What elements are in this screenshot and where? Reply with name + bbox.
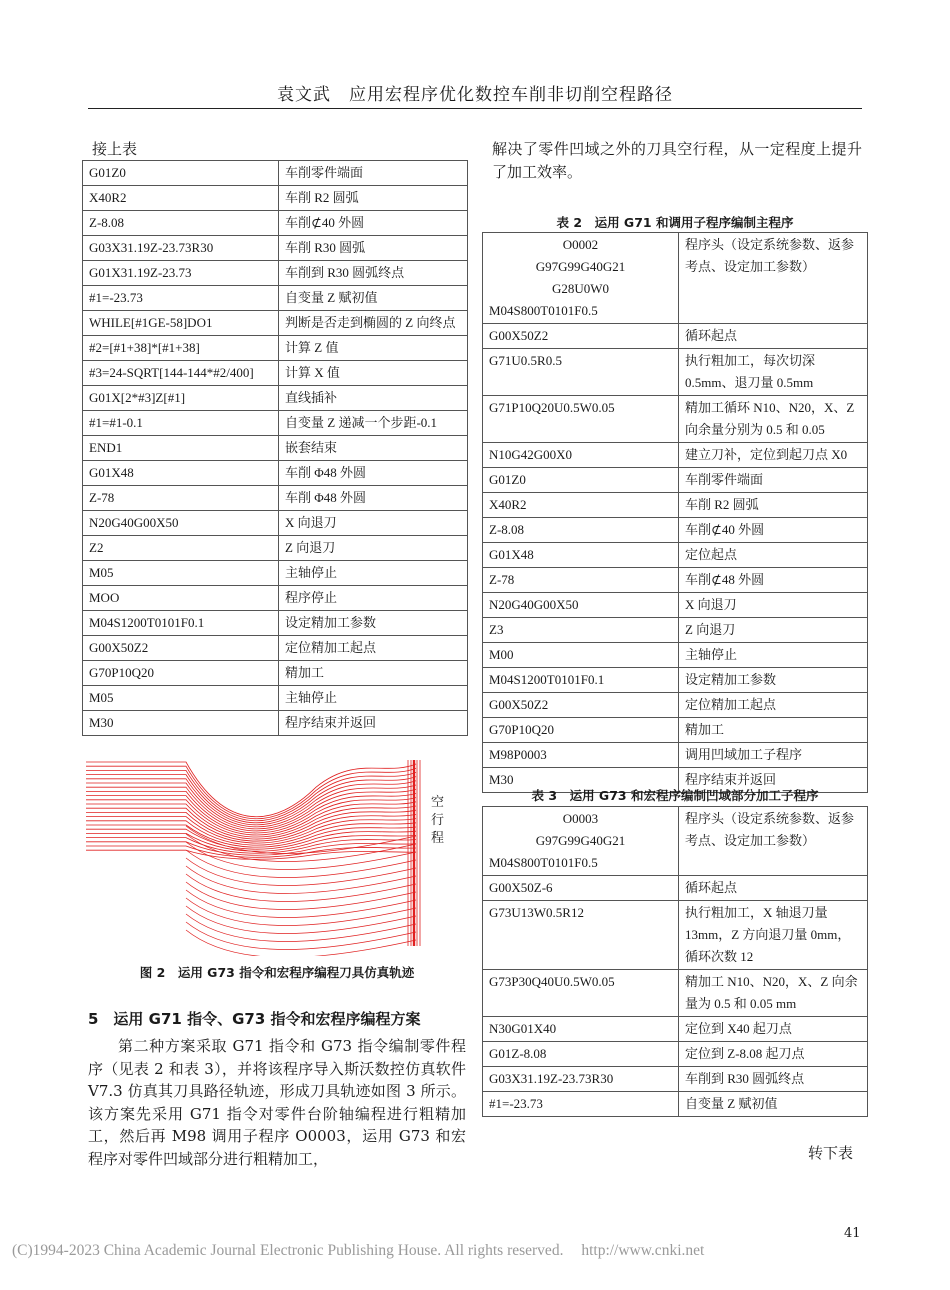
table-row	[483, 668, 868, 693]
table-row	[483, 643, 868, 668]
code-cell: N30G01X40	[483, 1017, 679, 1042]
description-cell: 主轴停止	[679, 643, 868, 668]
description-cell: 精加工循环 N10、N20，X、Z 向余量分别为 0.5 和 0.05	[679, 396, 868, 443]
code-cell: M30	[483, 768, 679, 793]
description-cell: 自变量 Z 赋初值	[279, 286, 468, 311]
header-code-line: G97G99G40G21	[535, 259, 626, 274]
table-row	[483, 568, 868, 593]
continued-bottom-label: 转下表	[808, 1144, 854, 1162]
table-row	[83, 511, 468, 536]
table-row	[483, 1017, 868, 1042]
code-cell: G01Z0	[483, 468, 679, 493]
description-cell: X 向退刀	[679, 593, 868, 618]
description-cell: 定位到 X40 起刀点	[679, 1017, 868, 1042]
description-cell: 车削⊄40 外圆	[279, 211, 468, 236]
code-cell: G00X50Z2	[483, 693, 679, 718]
code-cell: G01X48	[83, 461, 279, 486]
header-code-line: O0003	[562, 811, 599, 826]
table-row	[83, 261, 468, 286]
description-cell: 定位到 Z-8.08 起刀点	[679, 1042, 868, 1067]
table-row	[83, 186, 468, 211]
code-cell: G01Z0	[83, 161, 279, 186]
table-row	[83, 586, 468, 611]
code-cell: WHILE[#1GE-58]DO1	[83, 311, 279, 336]
footer-url: http://www.cnki.net	[581, 1242, 705, 1259]
table-row	[83, 286, 468, 311]
toolpath-line	[86, 779, 416, 825]
table-row	[483, 443, 868, 468]
table-1-continued	[82, 160, 468, 736]
description-cell: 定位精加工起点	[679, 693, 868, 718]
description-cell: X 向退刀	[279, 511, 468, 536]
toolpath-line	[86, 766, 416, 819]
table-row	[483, 1067, 868, 1092]
header-code-line: G97G99G40G21	[535, 833, 626, 848]
description-cell: 定位起点	[679, 543, 868, 568]
table-row	[83, 436, 468, 461]
header-code-line: M04S800T0101F0.5	[489, 303, 598, 318]
description-cell: 主轴停止	[279, 686, 468, 711]
code-cell: G00X50Z2	[83, 636, 279, 661]
table-2	[482, 232, 868, 793]
toolpath-curve	[186, 890, 416, 918]
description-cell: 执行粗加工，X 轴退刀量 13mm，Z 方向退刀量 0mm，循环次数 12	[679, 901, 868, 970]
program-header-row	[483, 807, 868, 876]
description-cell: 循环起点	[679, 876, 868, 901]
program-header-code	[483, 233, 679, 324]
table-row	[483, 349, 868, 396]
description-cell: 定位精加工起点	[279, 636, 468, 661]
code-cell: M00	[483, 643, 679, 668]
table-3-caption: 表 3 运用 G73 和宏程序编制凹域部分加工子程序	[531, 788, 819, 803]
code-cell: G73U13W0.5R12	[483, 901, 679, 970]
section-paragraph: 第二种方案采取 G71 指令和 G73 指令编制零件程序（见表 2 和表 3），并将该程序导入斯沃数控仿真软件 V7.3 仿真其刀具路径轨迹，形成刀具轨迹如图 3 所示。该方案先采用 G71 指令对零件台阶轴编程进行粗精加工，然后再 M98 调用子程序 O0003，运用 G73 和宏程序对零件凹域部分进行粗精加工，	[88, 1037, 466, 1168]
description-cell: 车削 Φ48 外圆	[279, 486, 468, 511]
description-cell: 计算 X 值	[279, 361, 468, 386]
description-cell: 自变量 Z 递减一个步距-0.1	[279, 411, 468, 436]
table-row	[83, 486, 468, 511]
header-code-line: G28U0W0	[551, 281, 610, 296]
toolpath-curve	[186, 882, 416, 910]
code-cell: Z3	[483, 618, 679, 643]
program-header-row	[483, 233, 868, 324]
description-cell: 程序停止	[279, 586, 468, 611]
table-row	[83, 461, 468, 486]
code-cell: G01X31.19Z-23.73	[83, 261, 279, 286]
code-cell: G71P10Q20U0.5W0.05	[483, 396, 679, 443]
code-cell: G03X31.19Z-23.73R30	[483, 1067, 679, 1092]
description-cell: 车削 R2 圆弧	[679, 493, 868, 518]
code-cell: G71U0.5R0.5	[483, 349, 679, 396]
table-row	[83, 611, 468, 636]
code-cell: G00X50Z2	[483, 324, 679, 349]
toolpath-curve	[186, 858, 416, 886]
figure-label-char: 行	[431, 813, 445, 828]
header-code-line: O0002	[562, 237, 599, 252]
code-cell: MOO	[83, 586, 279, 611]
table-row	[83, 161, 468, 186]
code-cell: #2=[#1+38]*[#1+38]	[83, 336, 279, 361]
code-cell: Z2	[83, 536, 279, 561]
code-cell: G01X48	[483, 543, 679, 568]
description-cell: 程序结束并返回	[279, 711, 468, 736]
description-cell: 循环起点	[679, 324, 868, 349]
description-cell: 车削 R2 圆弧	[279, 186, 468, 211]
table-row	[483, 1092, 868, 1117]
description-cell: 判断是否走到椭圆的 Z 向终点	[279, 311, 468, 336]
table-row	[483, 743, 868, 768]
table-row	[83, 236, 468, 261]
table-row	[83, 636, 468, 661]
code-cell: #1=-23.73	[483, 1092, 679, 1117]
table-row	[483, 493, 868, 518]
table-row	[483, 718, 868, 743]
code-cell: M05	[83, 561, 279, 586]
toolpath-curve	[186, 930, 416, 956]
code-cell: G00X50Z-6	[483, 876, 679, 901]
figure-label-char: 空	[431, 795, 445, 810]
continued-label: 接上表	[92, 140, 138, 158]
code-cell: M04S1200T0101F0.1	[83, 611, 279, 636]
table-row	[83, 536, 468, 561]
program-header-description: 程序头（设定系统参数、返参考点、设定加工参数）	[679, 807, 868, 876]
code-cell: Z-78	[83, 486, 279, 511]
program-header-code	[483, 807, 679, 876]
code-cell: N10G42G00X0	[483, 443, 679, 468]
table-row	[483, 468, 868, 493]
code-cell: M98P0003	[483, 743, 679, 768]
code-cell: G03X31.19Z-23.73R30	[83, 236, 279, 261]
description-cell: 主轴停止	[279, 561, 468, 586]
code-cell: G73P30Q40U0.5W0.05	[483, 970, 679, 1017]
code-cell: Z-8.08	[83, 211, 279, 236]
table-row	[83, 361, 468, 386]
toolpath-line	[86, 833, 416, 851]
toolpath-line	[86, 800, 416, 835]
code-cell: M30	[83, 711, 279, 736]
description-cell: 直线插补	[279, 386, 468, 411]
code-cell: N20G40G00X50	[483, 593, 679, 618]
toolpath-curve	[186, 922, 416, 950]
table-row	[483, 396, 868, 443]
code-cell: #1=#1-0.1	[83, 411, 279, 436]
code-cell: G70P10Q20	[83, 661, 279, 686]
toolpath-simulation-figure	[86, 756, 466, 956]
table-row	[483, 970, 868, 1017]
description-cell: 车削到 R30 圆弧终点	[679, 1067, 868, 1092]
copyright-text: (C)1994-2023 China Academic Journal Electronic Publishing House. All rights reserved.	[12, 1242, 564, 1259]
table-3	[482, 806, 868, 1117]
table-row	[483, 876, 868, 901]
running-header: 袁文武 应用宏程序优化数控车削非切削空程路径	[277, 85, 673, 105]
description-cell: 设定精加工参数	[679, 668, 868, 693]
table-row	[483, 693, 868, 718]
code-cell: G70P10Q20	[483, 718, 679, 743]
description-cell: 执行粗加工，每次切深 0.5mm、退刀量 0.5mm	[679, 349, 868, 396]
table-row	[83, 311, 468, 336]
code-cell: #3=24-SQRT[144-144*#2/400]	[83, 361, 279, 386]
right-column-paragraph: 解决了零件凹域之外的刀具空行程，从一定程度上提升了加工效率。	[492, 140, 862, 181]
toolpath-curve	[186, 866, 416, 894]
description-cell: 车削零件端面	[679, 468, 868, 493]
figure-caption: 图 2 运用 G73 指令和宏程序编程刀具仿真轨迹	[139, 965, 415, 980]
code-cell: N20G40G00X50	[83, 511, 279, 536]
header-code-line: M04S800T0101F0.5	[489, 855, 598, 870]
description-cell: Z 向退刀	[279, 536, 468, 561]
description-cell: 车削到 R30 圆弧终点	[279, 261, 468, 286]
figure-label-char: 程	[431, 831, 445, 846]
description-cell: 车削零件端面	[279, 161, 468, 186]
description-cell: 自变量 Z 赋初值	[679, 1092, 868, 1117]
code-cell: G01X[2*#3]Z[#1]	[83, 386, 279, 411]
description-cell: 精加工	[279, 661, 468, 686]
description-cell: 精加工	[679, 718, 868, 743]
description-cell: 车削⊄48 外圆	[679, 568, 868, 593]
table-row	[83, 411, 468, 436]
section-title: 5 运用 G71 指令、G73 指令和宏程序编程方案	[88, 1010, 421, 1028]
header-rule	[88, 108, 862, 109]
table-row	[483, 543, 868, 568]
toolpath-curve	[186, 914, 416, 942]
page-number: 41	[844, 1226, 861, 1241]
table-row	[83, 686, 468, 711]
table-row	[83, 561, 468, 586]
toolpath-curve	[186, 898, 416, 926]
table-row	[483, 618, 868, 643]
description-cell: 车削 Φ48 外圆	[279, 461, 468, 486]
code-cell: X40R2	[483, 493, 679, 518]
description-cell: 嵌套结束	[279, 436, 468, 461]
code-cell: Z-78	[483, 568, 679, 593]
table-row	[83, 336, 468, 361]
table-row	[83, 661, 468, 686]
table-row	[83, 211, 468, 236]
description-cell: 计算 Z 值	[279, 336, 468, 361]
description-cell: 设定精加工参数	[279, 611, 468, 636]
table-row	[483, 518, 868, 543]
code-cell: #1=-23.73	[83, 286, 279, 311]
code-cell: M04S1200T0101F0.1	[483, 668, 679, 693]
description-cell: Z 向退刀	[679, 618, 868, 643]
description-cell: 车削 R30 圆弧	[279, 236, 468, 261]
table-row	[483, 901, 868, 970]
code-cell: Z-8.08	[483, 518, 679, 543]
toolpath-curve	[186, 906, 416, 934]
table-2-caption: 表 2 运用 G71 和调用子程序编制主程序	[556, 215, 794, 230]
table-row	[483, 593, 868, 618]
description-cell: 建立刀补，定位到起刀点 X0	[679, 443, 868, 468]
toolpath-curve	[186, 874, 416, 902]
code-cell: M05	[83, 686, 279, 711]
copyright-footer	[12, 1242, 938, 1260]
description-cell: 精加工 N10、N20，X、Z 向余量为 0.5 和 0.05 mm	[679, 970, 868, 1017]
table-row	[83, 386, 468, 411]
table-row	[483, 1042, 868, 1067]
code-cell: G01Z-8.08	[483, 1042, 679, 1067]
description-cell: 调用凹域加工子程序	[679, 743, 868, 768]
table-row	[83, 711, 468, 736]
code-cell: END1	[83, 436, 279, 461]
description-cell: 程序结束并返回	[679, 768, 868, 793]
description-cell: 车削⊄40 外圆	[679, 518, 868, 543]
program-header-description: 程序头（设定系统参数、返参考点、设定加工参数）	[679, 233, 868, 324]
table-row	[483, 324, 868, 349]
code-cell: X40R2	[83, 186, 279, 211]
